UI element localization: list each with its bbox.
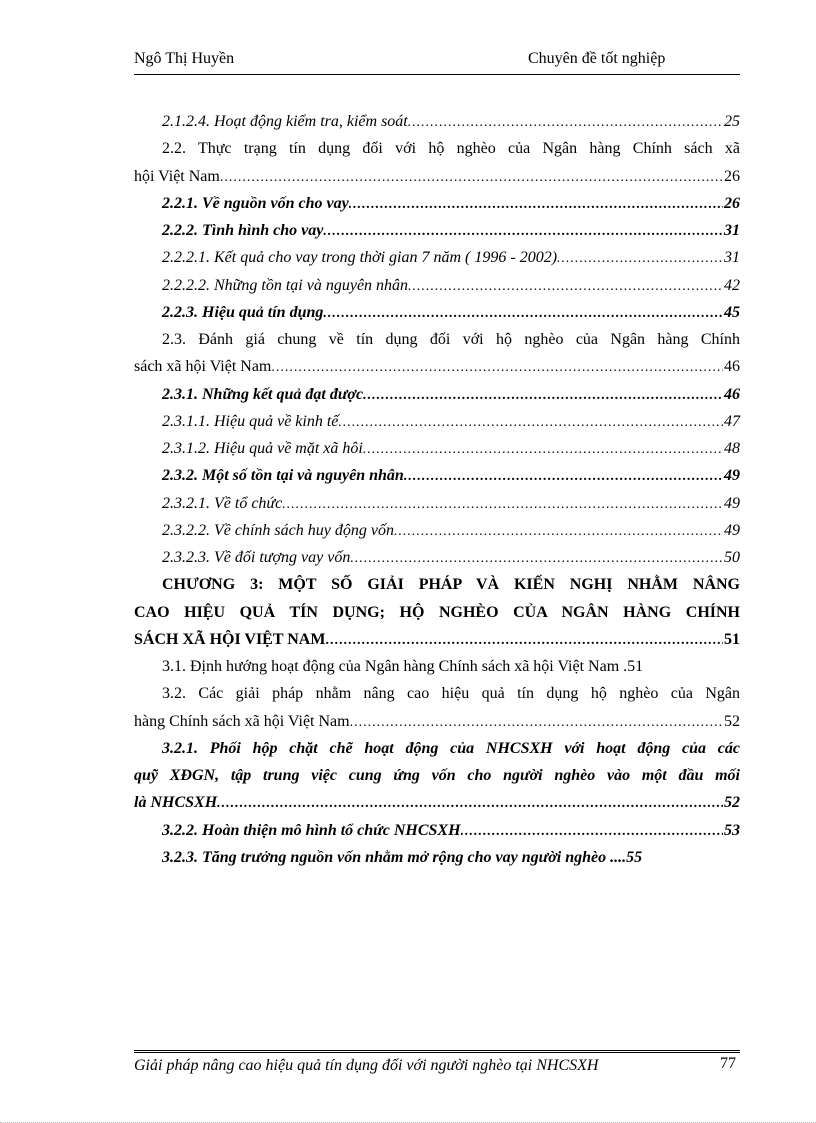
toc-leader bbox=[394, 518, 723, 545]
toc-entry-text: là NHCSXH bbox=[134, 794, 218, 812]
toc-entry-text: 2.3.2. Một số tồn tại và nguyên nhân bbox=[162, 467, 404, 485]
toc-entry-text: sách xã hội Việt Nam bbox=[134, 358, 272, 376]
toc-entry-page: 47 bbox=[724, 412, 740, 430]
toc-entry-continuation bbox=[134, 762, 740, 789]
toc-entry bbox=[134, 408, 740, 435]
toc-entry-text: 2.2.2.1. Kết quả cho vay trong thời gian 7 năm ( 1996 - 2002) bbox=[162, 249, 558, 267]
toc-entry-text: 2.3.1.1. Hiệu quả về kinh tế bbox=[162, 412, 339, 430]
toc-leader bbox=[323, 300, 723, 327]
toc-leader bbox=[220, 164, 723, 191]
toc-entry-page: 51 bbox=[724, 630, 740, 648]
toc-entry-continuation bbox=[134, 353, 740, 380]
toc-entry-page: 45 bbox=[724, 303, 740, 321]
toc-entry bbox=[134, 217, 740, 244]
toc-entry-page: 25 bbox=[724, 113, 740, 130]
toc-entry-text: 3.2.3. Tăng trưởng nguồn vốn nhằm mở rộng cho vay người nghèo ....55 bbox=[162, 848, 643, 866]
toc-entry-text: 2.2. Thực trạng tín dụng đối với hộ nghèo của Ngân hàng Chính sách xã bbox=[162, 140, 740, 158]
toc-entry-continuation bbox=[134, 163, 740, 190]
toc-entry-text: CHƯƠNG 3: MỘT SỐ GIẢI PHÁP VÀ KIẾN NGHỊ NHẰM NÂNG bbox=[162, 576, 740, 594]
toc-entry bbox=[134, 108, 740, 135]
toc-entry-page: 42 bbox=[724, 276, 740, 294]
toc-entry-text: 2.2.2. Tình hình cho vay bbox=[162, 222, 324, 239]
toc-entry bbox=[134, 490, 740, 517]
toc-entry-text: 2.3.1. Những kết quả đạt được bbox=[162, 385, 364, 403]
toc-entry-text: quỹ XĐGN, tập trung việc cung ứng vốn cho người nghèo vào một đầu mối bbox=[134, 767, 740, 784]
toc-entry-page: 46 bbox=[724, 385, 740, 403]
toc-entry bbox=[134, 381, 740, 408]
toc-entry bbox=[134, 817, 740, 844]
toc-entry-page: 26 bbox=[724, 167, 740, 185]
toc-entry-page: 53 bbox=[724, 821, 740, 839]
header-doc-type: Chuyên đề tốt nghiệp bbox=[528, 50, 666, 67]
toc-entry-page: 31 bbox=[724, 222, 740, 239]
toc-leader bbox=[350, 545, 723, 572]
toc-entry-text: 2.3.2.2. Về chính sách huy động vốn bbox=[162, 521, 394, 539]
toc-chapter-heading bbox=[134, 571, 740, 598]
toc-entry bbox=[134, 272, 740, 299]
toc-entry-text: 2.2.2.2. Những tồn tại và nguyên nhân bbox=[162, 276, 409, 294]
toc-entry-page: 49 bbox=[724, 494, 740, 512]
toc-entry-page: 50 bbox=[724, 549, 740, 566]
toc-entry bbox=[134, 735, 740, 762]
header-author: Ngô Thị Huyền bbox=[134, 50, 235, 67]
toc-leader bbox=[349, 191, 723, 218]
toc-leader bbox=[323, 218, 723, 245]
toc-entry-continuation bbox=[134, 789, 740, 816]
toc-leader bbox=[461, 818, 723, 845]
footer-page-number: 77 bbox=[720, 1055, 736, 1072]
toc-entry-text: 2.3.2.3. Về đối tượng vay vốn bbox=[162, 549, 351, 566]
toc-leader bbox=[271, 354, 723, 381]
toc-entry-text: 3.2.2. Hoàn thiện mô hình tổ chức NHCSXH bbox=[162, 821, 461, 839]
toc-chapter-heading-continuation bbox=[134, 626, 740, 653]
toc-entry bbox=[134, 653, 740, 680]
toc-entry bbox=[134, 244, 740, 271]
toc-leader bbox=[282, 491, 723, 518]
toc-entry bbox=[134, 299, 740, 326]
toc-entry-text: 2.2.1. Về nguồn vốn cho vay bbox=[162, 194, 349, 212]
toc-entry-text: SÁCH XÃ HỘI VIỆT NAM bbox=[134, 630, 326, 648]
toc-entry-page: 49 bbox=[724, 467, 740, 485]
toc-entry bbox=[134, 435, 740, 462]
page-footer bbox=[134, 1050, 740, 1081]
toc-entry-page: 46 bbox=[724, 358, 740, 376]
toc-leader bbox=[404, 463, 723, 490]
toc-entry bbox=[134, 680, 740, 707]
toc-entry bbox=[134, 326, 740, 353]
toc-entry-text: hội Việt Nam bbox=[134, 167, 220, 185]
toc-entry bbox=[134, 544, 740, 571]
footer-title: Giải pháp nâng cao hiệu quả tín dụng đối với người nghèo tại NHCSXH bbox=[134, 1057, 599, 1074]
toc-entry-page: 52 bbox=[724, 712, 740, 730]
toc-leader bbox=[363, 382, 723, 409]
toc-entry-page: 48 bbox=[724, 440, 740, 457]
toc-leader bbox=[338, 409, 723, 436]
toc-entry-page: 26 bbox=[724, 194, 740, 212]
toc-entry-text: 2.3.2.1. Về tổ chức bbox=[162, 494, 283, 512]
toc-entry bbox=[134, 844, 740, 871]
toc-entry-page: 52 bbox=[724, 794, 740, 812]
toc-entry bbox=[134, 190, 740, 217]
toc-leader bbox=[217, 790, 723, 817]
toc-entry-page: 49 bbox=[724, 521, 740, 539]
page-header bbox=[134, 50, 740, 75]
toc-entry-page: 31 bbox=[724, 249, 740, 267]
toc-leader bbox=[408, 273, 723, 300]
toc-leader bbox=[557, 245, 723, 272]
toc-entry bbox=[134, 517, 740, 544]
toc-entry-text: 3.2. Các giải pháp nhằm nâng cao hiệu quả tín dụng hộ nghèo của Ngân bbox=[162, 685, 740, 703]
toc-entry-continuation bbox=[134, 708, 740, 735]
table-of-contents bbox=[134, 108, 740, 871]
toc-entry-text: 3.1. Định hướng hoạt động của Ngân hàng Chính sách xã hội Việt Nam .51 bbox=[162, 658, 644, 675]
toc-entry-text: hàng Chính sách xã hội Việt Nam bbox=[134, 712, 350, 730]
toc-entry-text: 2.2.3. Hiệu quả tín dụng bbox=[162, 303, 324, 321]
toc-leader bbox=[408, 109, 723, 136]
toc-entry-text: 2.1.2.4. Hoạt động kiểm tra, kiểm soát bbox=[162, 113, 408, 130]
toc-chapter-heading-continuation bbox=[134, 599, 740, 626]
toc-leader bbox=[350, 709, 723, 736]
toc-entry-text: CAO HIỆU QUẢ TÍN DỤNG; HỘ NGHÈO CỦA NGÂN HÀNG CHÍNH bbox=[134, 603, 740, 621]
toc-entry-text: 2.3.1.2. Hiệu quả về mặt xã hôi bbox=[162, 440, 363, 457]
toc-entry bbox=[134, 462, 740, 489]
toc-entry-text: 3.2.1. Phối hộp chặt chẽ hoạt động của NHCSXH với hoạt động của các bbox=[162, 739, 740, 757]
toc-entry-text: 2.3. Đánh giá chung về tín dụng đối với hộ nghèo của Ngân hàng Chính bbox=[162, 331, 740, 348]
toc-leader bbox=[363, 436, 723, 463]
toc-leader bbox=[325, 627, 723, 654]
toc-entry bbox=[134, 135, 740, 162]
